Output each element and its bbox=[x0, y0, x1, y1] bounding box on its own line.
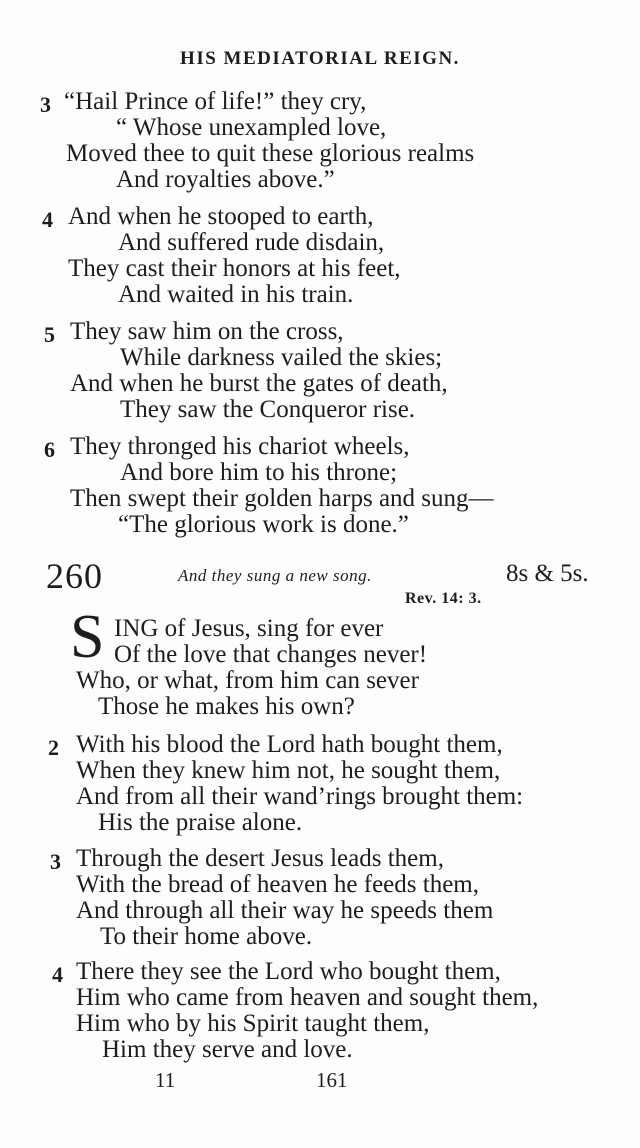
verse-number: 4 bbox=[52, 962, 63, 987]
verse-line: With the bread of heaven he feeds them, bbox=[76, 871, 479, 898]
scripture-reference: Rev. 14: 3. bbox=[405, 590, 482, 607]
verse-number: 4 bbox=[42, 207, 53, 232]
verse-number: 2 bbox=[48, 735, 59, 760]
hymn-meter: 8s & 5s. bbox=[506, 560, 589, 587]
signature-mark: 11 bbox=[155, 1068, 176, 1092]
verse-line: ING of Jesus, sing for ever bbox=[114, 615, 384, 642]
verse-line: “Hail Prince of life!” they cry, bbox=[64, 88, 367, 115]
verse-line: They cast their honors at his feet, bbox=[68, 255, 401, 282]
verse-line: And when he burst the gates of death, bbox=[70, 370, 448, 397]
hymn-number: 260 bbox=[46, 556, 103, 596]
verse-line: And bore him to his throne; bbox=[120, 459, 398, 486]
verse-line: They saw him on the cross, bbox=[70, 318, 344, 345]
verse-line: Him who by his Spirit taught them, bbox=[76, 1010, 430, 1037]
verse-line: “The glorious work is done.” bbox=[118, 511, 409, 538]
verse-line: With his blood the Lord hath bought them, bbox=[76, 731, 503, 758]
verse-line: And royalties above.” bbox=[116, 166, 335, 193]
verse-number: 6 bbox=[44, 437, 55, 462]
verse-number: 3 bbox=[50, 849, 61, 874]
verse-line: Then swept their golden harps and sung— bbox=[70, 485, 494, 512]
verse-line: While darkness vailed the skies; bbox=[120, 344, 443, 371]
verse-line: Of the love that changes never! bbox=[114, 641, 428, 668]
verse-line: Him they serve and love. bbox=[102, 1036, 353, 1063]
verse-line: And through all their way he speeds them bbox=[76, 897, 494, 924]
verse-line: When they knew him not, he sought them, bbox=[76, 757, 501, 784]
running-header: HIS MEDIATORIAL REIGN. bbox=[180, 48, 460, 69]
drop-cap: S bbox=[70, 603, 105, 671]
verse-line: Those he makes his own? bbox=[98, 693, 355, 720]
verse-line: They saw the Conqueror rise. bbox=[120, 396, 416, 423]
verse-line: Moved thee to quit these glorious realms bbox=[66, 140, 475, 167]
verse-line: And suffered rude disdain, bbox=[118, 229, 385, 256]
verse-line: And from all their wand’rings brought them: bbox=[76, 783, 524, 810]
verse-line: Who, or what, from him can sever bbox=[76, 667, 419, 694]
verse-number: 3 bbox=[40, 92, 51, 117]
verse-line: His the praise alone. bbox=[98, 809, 303, 836]
verse-line: There they see the Lord who bought them, bbox=[76, 958, 501, 985]
page-number: 161 bbox=[316, 1068, 348, 1092]
verse-line: And waited in his train. bbox=[118, 281, 354, 308]
verse-line: They thronged his chariot wheels, bbox=[70, 433, 410, 460]
verse-line: Through the desert Jesus leads them, bbox=[76, 845, 444, 872]
verse-line: “ Whose unexampled love, bbox=[116, 114, 387, 141]
verse-line: To their home above. bbox=[100, 923, 313, 950]
hymn-title: And they sung a new song. bbox=[178, 566, 372, 585]
verse-line: Him who came from heaven and sought them, bbox=[76, 984, 539, 1011]
verse-number: 5 bbox=[44, 322, 55, 347]
verse-line: And when he stooped to earth, bbox=[68, 203, 374, 230]
